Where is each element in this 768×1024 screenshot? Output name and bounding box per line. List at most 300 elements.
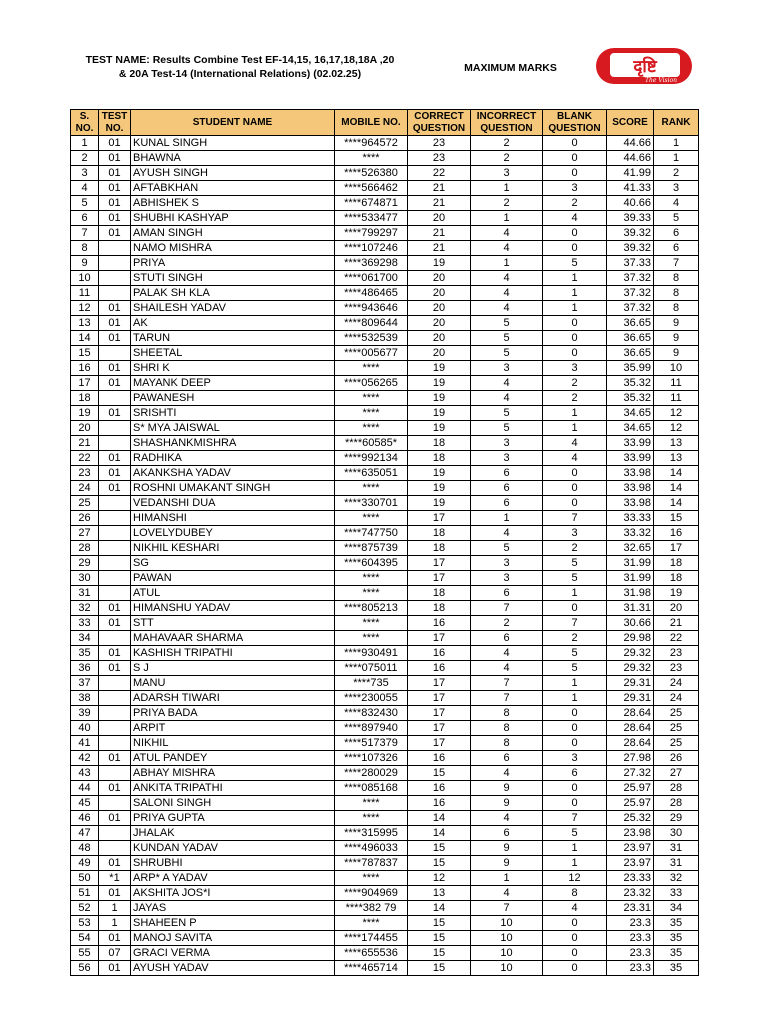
correct-cell: 14 bbox=[408, 826, 471, 841]
test-no-cell: 01 bbox=[99, 406, 131, 421]
blank-cell: 0 bbox=[543, 136, 607, 151]
correct-cell: 18 bbox=[408, 601, 471, 616]
rank-cell: 23 bbox=[654, 661, 699, 676]
correct-cell: 19 bbox=[408, 481, 471, 496]
blank-cell: 1 bbox=[543, 271, 607, 286]
rank-cell: 11 bbox=[654, 376, 699, 391]
table-row bbox=[71, 466, 699, 481]
incorrect-cell: 9 bbox=[471, 796, 543, 811]
test-no-cell bbox=[99, 676, 131, 691]
rank-cell: 24 bbox=[654, 691, 699, 706]
blank-cell: 4 bbox=[543, 451, 607, 466]
correct-cell: 16 bbox=[408, 751, 471, 766]
col-incorrect-question-label: INCORRECT bbox=[476, 110, 537, 122]
score-cell: 30.66 bbox=[607, 616, 654, 631]
incorrect-cell: 7 bbox=[471, 601, 543, 616]
serial-no-cell: 26 bbox=[71, 511, 99, 526]
incorrect-cell: 1 bbox=[471, 181, 543, 196]
score-cell: 35.32 bbox=[607, 391, 654, 406]
mobile-no-cell: ****635051 bbox=[335, 466, 408, 481]
correct-cell: 17 bbox=[408, 736, 471, 751]
incorrect-cell: 4 bbox=[471, 376, 543, 391]
rank-cell: 18 bbox=[654, 556, 699, 571]
rank-cell: 16 bbox=[654, 526, 699, 541]
score-cell: 25.97 bbox=[607, 796, 654, 811]
incorrect-cell: 10 bbox=[471, 946, 543, 961]
score-cell: 36.65 bbox=[607, 331, 654, 346]
blank-cell: 0 bbox=[543, 931, 607, 946]
rank-cell: 9 bbox=[654, 316, 699, 331]
student-name-cell: PRIYA BADA bbox=[131, 706, 335, 721]
serial-no-cell: 34 bbox=[71, 631, 99, 646]
correct-cell: 17 bbox=[408, 631, 471, 646]
student-name-cell: ARPIT bbox=[131, 721, 335, 736]
test-no-cell: 01 bbox=[99, 961, 131, 976]
blank-cell: 4 bbox=[543, 211, 607, 226]
serial-no-cell: 35 bbox=[71, 646, 99, 661]
blank-cell: 12 bbox=[543, 871, 607, 886]
serial-no-cell: 41 bbox=[71, 736, 99, 751]
score-cell: 33.98 bbox=[607, 481, 654, 496]
mobile-no-cell: ****674871 bbox=[335, 196, 408, 211]
test-no-cell: 01 bbox=[99, 931, 131, 946]
mobile-no-cell: ****382 79 bbox=[335, 901, 408, 916]
correct-cell: 23 bbox=[408, 151, 471, 166]
rank-cell: 6 bbox=[654, 241, 699, 256]
mobile-no-cell: ****517379 bbox=[335, 736, 408, 751]
correct-cell: 13 bbox=[408, 886, 471, 901]
rank-cell: 23 bbox=[654, 646, 699, 661]
table-row bbox=[71, 196, 699, 211]
table-row bbox=[71, 706, 699, 721]
table-row bbox=[71, 166, 699, 181]
blank-cell: 0 bbox=[543, 316, 607, 331]
incorrect-cell: 4 bbox=[471, 886, 543, 901]
serial-no-cell: 5 bbox=[71, 196, 99, 211]
student-name-cell: AKANKSHA YADAV bbox=[131, 466, 335, 481]
incorrect-cell: 4 bbox=[471, 301, 543, 316]
test-no-cell: 01 bbox=[99, 316, 131, 331]
correct-cell: 15 bbox=[408, 946, 471, 961]
table-row bbox=[71, 871, 699, 886]
blank-cell: 0 bbox=[543, 601, 607, 616]
mobile-no-cell: ****085168 bbox=[335, 781, 408, 796]
table-row bbox=[71, 781, 699, 796]
incorrect-cell: 5 bbox=[471, 406, 543, 421]
serial-no-cell: 4 bbox=[71, 181, 99, 196]
logo-text: दृष्टि bbox=[633, 57, 657, 77]
table-row bbox=[71, 526, 699, 541]
correct-cell: 15 bbox=[408, 841, 471, 856]
mobile-no-cell: ****056265 bbox=[335, 376, 408, 391]
score-cell: 23.32 bbox=[607, 886, 654, 901]
test-no-cell: 01 bbox=[99, 211, 131, 226]
table-row bbox=[71, 601, 699, 616]
rank-cell: 15 bbox=[654, 511, 699, 526]
score-cell: 23.31 bbox=[607, 901, 654, 916]
col-correct-question-label: CORRECT bbox=[414, 110, 464, 122]
table-row bbox=[71, 766, 699, 781]
blank-cell: 0 bbox=[543, 706, 607, 721]
student-name-cell: SALONI SINGH bbox=[131, 796, 335, 811]
blank-cell: 1 bbox=[543, 286, 607, 301]
rank-cell: 11 bbox=[654, 391, 699, 406]
rank-cell: 28 bbox=[654, 796, 699, 811]
mobile-no-cell: **** bbox=[335, 406, 408, 421]
incorrect-cell: 6 bbox=[471, 586, 543, 601]
serial-no-cell: 56 bbox=[71, 961, 99, 976]
score-cell: 44.66 bbox=[607, 151, 654, 166]
correct-cell: 22 bbox=[408, 166, 471, 181]
serial-no-cell: 6 bbox=[71, 211, 99, 226]
test-no-cell bbox=[99, 736, 131, 751]
rank-cell: 35 bbox=[654, 931, 699, 946]
serial-no-cell: 37 bbox=[71, 676, 99, 691]
mobile-no-cell: ****465714 bbox=[335, 961, 408, 976]
serial-no-cell: 33 bbox=[71, 616, 99, 631]
student-name-cell: GRACI VERMA bbox=[131, 946, 335, 961]
incorrect-cell: 1 bbox=[471, 871, 543, 886]
correct-cell: 17 bbox=[408, 571, 471, 586]
blank-cell: 5 bbox=[543, 826, 607, 841]
score-cell: 29.31 bbox=[607, 691, 654, 706]
score-cell: 33.99 bbox=[607, 451, 654, 466]
mobile-no-cell: ****604395 bbox=[335, 556, 408, 571]
table-row bbox=[71, 376, 699, 391]
incorrect-cell: 4 bbox=[471, 526, 543, 541]
col-blank-question bbox=[543, 110, 607, 136]
col-score bbox=[607, 110, 654, 136]
correct-cell: 16 bbox=[408, 781, 471, 796]
serial-no-cell: 17 bbox=[71, 376, 99, 391]
serial-no-cell: 53 bbox=[71, 916, 99, 931]
mobile-no-cell: ****930491 bbox=[335, 646, 408, 661]
blank-cell: 7 bbox=[543, 811, 607, 826]
correct-cell: 19 bbox=[408, 421, 471, 436]
blank-cell: 1 bbox=[543, 421, 607, 436]
mobile-no-cell: **** bbox=[335, 916, 408, 931]
score-cell: 23.3 bbox=[607, 946, 654, 961]
rank-cell: 12 bbox=[654, 421, 699, 436]
mobile-no-cell: ****747750 bbox=[335, 526, 408, 541]
serial-no-cell: 10 bbox=[71, 271, 99, 286]
col-rank-label: RANK bbox=[661, 116, 691, 128]
incorrect-cell: 9 bbox=[471, 856, 543, 871]
blank-cell: 0 bbox=[543, 226, 607, 241]
correct-cell: 15 bbox=[408, 766, 471, 781]
table-row bbox=[71, 646, 699, 661]
rank-cell: 31 bbox=[654, 841, 699, 856]
test-no-cell bbox=[99, 766, 131, 781]
blank-cell: 0 bbox=[543, 781, 607, 796]
incorrect-cell: 4 bbox=[471, 811, 543, 826]
incorrect-cell: 5 bbox=[471, 331, 543, 346]
table-row bbox=[71, 796, 699, 811]
table-row bbox=[71, 571, 699, 586]
serial-no-cell: 14 bbox=[71, 331, 99, 346]
test-no-cell: 01 bbox=[99, 226, 131, 241]
blank-cell: 0 bbox=[543, 331, 607, 346]
mobile-no-cell: ****174455 bbox=[335, 931, 408, 946]
blank-cell: 3 bbox=[543, 361, 607, 376]
table-row bbox=[71, 151, 699, 166]
blank-cell: 1 bbox=[543, 841, 607, 856]
test-no-cell: 01 bbox=[99, 601, 131, 616]
blank-cell: 1 bbox=[543, 406, 607, 421]
table-row bbox=[71, 451, 699, 466]
student-name-cell: KUNAL SINGH bbox=[131, 136, 335, 151]
mobile-no-cell: **** bbox=[335, 586, 408, 601]
score-cell: 34.65 bbox=[607, 421, 654, 436]
score-cell: 23.97 bbox=[607, 856, 654, 871]
table-row bbox=[71, 301, 699, 316]
col-correct-question bbox=[408, 110, 471, 136]
drishti-logo bbox=[595, 47, 693, 85]
incorrect-cell: 10 bbox=[471, 931, 543, 946]
student-name-cell: NIKHIL bbox=[131, 736, 335, 751]
score-cell: 25.97 bbox=[607, 781, 654, 796]
correct-cell: 21 bbox=[408, 181, 471, 196]
incorrect-cell: 5 bbox=[471, 421, 543, 436]
blank-cell: 1 bbox=[543, 856, 607, 871]
test-no-cell bbox=[99, 436, 131, 451]
serial-no-cell: 32 bbox=[71, 601, 99, 616]
test-no-cell: 01 bbox=[99, 361, 131, 376]
blank-cell: 0 bbox=[543, 481, 607, 496]
table-row bbox=[71, 841, 699, 856]
correct-cell: 20 bbox=[408, 301, 471, 316]
student-name-cell: SHRI K bbox=[131, 361, 335, 376]
test-no-cell: 1 bbox=[99, 916, 131, 931]
student-name-cell: PRIYA bbox=[131, 256, 335, 271]
score-cell: 37.32 bbox=[607, 286, 654, 301]
score-cell: 33.99 bbox=[607, 436, 654, 451]
table-row bbox=[71, 826, 699, 841]
correct-cell: 20 bbox=[408, 346, 471, 361]
rank-cell: 30 bbox=[654, 826, 699, 841]
blank-cell: 2 bbox=[543, 541, 607, 556]
blank-cell: 0 bbox=[543, 496, 607, 511]
correct-cell: 17 bbox=[408, 721, 471, 736]
blank-cell: 0 bbox=[543, 166, 607, 181]
incorrect-cell: 3 bbox=[471, 556, 543, 571]
score-cell: 44.66 bbox=[607, 136, 654, 151]
rank-cell: 1 bbox=[654, 136, 699, 151]
score-cell: 34.65 bbox=[607, 406, 654, 421]
test-no-cell bbox=[99, 571, 131, 586]
rank-cell: 9 bbox=[654, 346, 699, 361]
test-no-cell: 01 bbox=[99, 166, 131, 181]
rank-cell: 26 bbox=[654, 751, 699, 766]
test-no-cell: 01 bbox=[99, 136, 131, 151]
student-name-cell: SRISHTI bbox=[131, 406, 335, 421]
table-row bbox=[71, 946, 699, 961]
student-name-cell: AYUSH SINGH bbox=[131, 166, 335, 181]
test-no-cell bbox=[99, 421, 131, 436]
student-name-cell: ADARSH TIWARI bbox=[131, 691, 335, 706]
student-name-cell: SHAHEEN P bbox=[131, 916, 335, 931]
score-cell: 36.65 bbox=[607, 316, 654, 331]
incorrect-cell: 4 bbox=[471, 766, 543, 781]
rank-cell: 27 bbox=[654, 766, 699, 781]
score-cell: 23.33 bbox=[607, 871, 654, 886]
student-name-cell: PAWANESH bbox=[131, 391, 335, 406]
test-no-cell: 01 bbox=[99, 811, 131, 826]
incorrect-cell: 4 bbox=[471, 661, 543, 676]
rank-cell: 8 bbox=[654, 286, 699, 301]
mobile-no-cell: ****655536 bbox=[335, 946, 408, 961]
mobile-no-cell: ****486465 bbox=[335, 286, 408, 301]
blank-cell: 8 bbox=[543, 886, 607, 901]
rank-cell: 20 bbox=[654, 601, 699, 616]
incorrect-cell: 8 bbox=[471, 736, 543, 751]
student-name-cell: AK bbox=[131, 316, 335, 331]
blank-cell: 2 bbox=[543, 391, 607, 406]
student-name-cell: PALAK SH KLA bbox=[131, 286, 335, 301]
col-test-no-label: NO. bbox=[105, 122, 124, 134]
score-cell: 25.32 bbox=[607, 811, 654, 826]
incorrect-cell: 5 bbox=[471, 346, 543, 361]
incorrect-cell: 3 bbox=[471, 451, 543, 466]
serial-no-cell: 31 bbox=[71, 586, 99, 601]
rank-cell: 5 bbox=[654, 211, 699, 226]
mobile-no-cell: ****566462 bbox=[335, 181, 408, 196]
student-name-cell: PAWAN bbox=[131, 571, 335, 586]
score-cell: 31.98 bbox=[607, 586, 654, 601]
table-row bbox=[71, 886, 699, 901]
mobile-no-cell: ****809644 bbox=[335, 316, 408, 331]
rank-cell: 14 bbox=[654, 481, 699, 496]
mobile-no-cell: ****280029 bbox=[335, 766, 408, 781]
rank-cell: 17 bbox=[654, 541, 699, 556]
serial-no-cell: 36 bbox=[71, 661, 99, 676]
incorrect-cell: 4 bbox=[471, 646, 543, 661]
mobile-no-cell: ****061700 bbox=[335, 271, 408, 286]
mobile-no-cell: ****369298 bbox=[335, 256, 408, 271]
score-cell: 39.33 bbox=[607, 211, 654, 226]
student-name-cell: KUNDAN YADAV bbox=[131, 841, 335, 856]
table-row bbox=[71, 961, 699, 976]
table-row bbox=[71, 256, 699, 271]
table-row bbox=[71, 316, 699, 331]
blank-cell: 1 bbox=[543, 691, 607, 706]
student-name-cell: S* MYA JAISWAL bbox=[131, 421, 335, 436]
mobile-no-cell: ****107246 bbox=[335, 241, 408, 256]
student-name-cell: RADHIKA bbox=[131, 451, 335, 466]
test-no-cell bbox=[99, 526, 131, 541]
rank-cell: 6 bbox=[654, 226, 699, 241]
incorrect-cell: 6 bbox=[471, 631, 543, 646]
correct-cell: 17 bbox=[408, 691, 471, 706]
incorrect-cell: 9 bbox=[471, 841, 543, 856]
correct-cell: 18 bbox=[408, 436, 471, 451]
score-cell: 28.64 bbox=[607, 721, 654, 736]
mobile-no-cell: ****230055 bbox=[335, 691, 408, 706]
correct-cell: 17 bbox=[408, 511, 471, 526]
incorrect-cell: 6 bbox=[471, 481, 543, 496]
rank-cell: 31 bbox=[654, 856, 699, 871]
student-name-cell: PRIYA GUPTA bbox=[131, 811, 335, 826]
table-row bbox=[71, 421, 699, 436]
test-no-cell bbox=[99, 541, 131, 556]
col-serial-no bbox=[71, 110, 99, 136]
test-no-cell: 01 bbox=[99, 376, 131, 391]
table-row bbox=[71, 721, 699, 736]
col-score-label: SCORE bbox=[612, 116, 648, 128]
table-row bbox=[71, 541, 699, 556]
blank-cell: 5 bbox=[543, 571, 607, 586]
mobile-no-cell: **** bbox=[335, 571, 408, 586]
student-name-cell: VEDANSHI DUA bbox=[131, 496, 335, 511]
table-row bbox=[71, 901, 699, 916]
test-no-cell bbox=[99, 841, 131, 856]
serial-no-cell: 29 bbox=[71, 556, 99, 571]
test-no-cell bbox=[99, 256, 131, 271]
rank-cell: 8 bbox=[654, 271, 699, 286]
col-mobile-no-label: MOBILE NO. bbox=[341, 116, 401, 128]
student-name-cell: AKSHITA JOS*I bbox=[131, 886, 335, 901]
mobile-no-cell: ****735 bbox=[335, 676, 408, 691]
serial-no-cell: 43 bbox=[71, 766, 99, 781]
student-name-cell: HIMANSHI bbox=[131, 511, 335, 526]
student-name-cell: ATUL bbox=[131, 586, 335, 601]
serial-no-cell: 11 bbox=[71, 286, 99, 301]
incorrect-cell: 3 bbox=[471, 436, 543, 451]
test-no-cell: 01 bbox=[99, 196, 131, 211]
rank-cell: 25 bbox=[654, 736, 699, 751]
serial-no-cell: 2 bbox=[71, 151, 99, 166]
incorrect-cell: 10 bbox=[471, 916, 543, 931]
score-cell: 39.32 bbox=[607, 241, 654, 256]
blank-cell: 0 bbox=[543, 946, 607, 961]
incorrect-cell: 6 bbox=[471, 496, 543, 511]
test-no-cell bbox=[99, 511, 131, 526]
correct-cell: 21 bbox=[408, 196, 471, 211]
student-name-cell: BHAWNA bbox=[131, 151, 335, 166]
serial-no-cell: 21 bbox=[71, 436, 99, 451]
mobile-no-cell: ****799297 bbox=[335, 226, 408, 241]
student-name-cell: HIMANSHU YADAV bbox=[131, 601, 335, 616]
blank-cell: 0 bbox=[543, 466, 607, 481]
serial-no-cell: 30 bbox=[71, 571, 99, 586]
student-name-cell: SG bbox=[131, 556, 335, 571]
test-no-cell: 01 bbox=[99, 151, 131, 166]
score-cell: 23.97 bbox=[607, 841, 654, 856]
student-name-cell: SHASHANKMISHRA bbox=[131, 436, 335, 451]
incorrect-cell: 2 bbox=[471, 151, 543, 166]
incorrect-cell: 7 bbox=[471, 901, 543, 916]
col-rank bbox=[654, 110, 699, 136]
incorrect-cell: 4 bbox=[471, 391, 543, 406]
test-no-cell bbox=[99, 556, 131, 571]
blank-cell: 5 bbox=[543, 661, 607, 676]
rank-cell: 12 bbox=[654, 406, 699, 421]
student-name-cell: ATUL PANDEY bbox=[131, 751, 335, 766]
student-name-cell: ABHISHEK S bbox=[131, 196, 335, 211]
student-name-cell: AMAN SINGH bbox=[131, 226, 335, 241]
incorrect-cell: 5 bbox=[471, 541, 543, 556]
incorrect-cell: 9 bbox=[471, 781, 543, 796]
table-row bbox=[71, 136, 699, 151]
mobile-no-cell: ****832430 bbox=[335, 706, 408, 721]
score-cell: 31.99 bbox=[607, 571, 654, 586]
correct-cell: 16 bbox=[408, 796, 471, 811]
mobile-no-cell: ****005677 bbox=[335, 346, 408, 361]
mobile-no-cell: ****315995 bbox=[335, 826, 408, 841]
mobile-no-cell: ****787837 bbox=[335, 856, 408, 871]
blank-cell: 3 bbox=[543, 526, 607, 541]
mobile-no-cell: **** bbox=[335, 871, 408, 886]
